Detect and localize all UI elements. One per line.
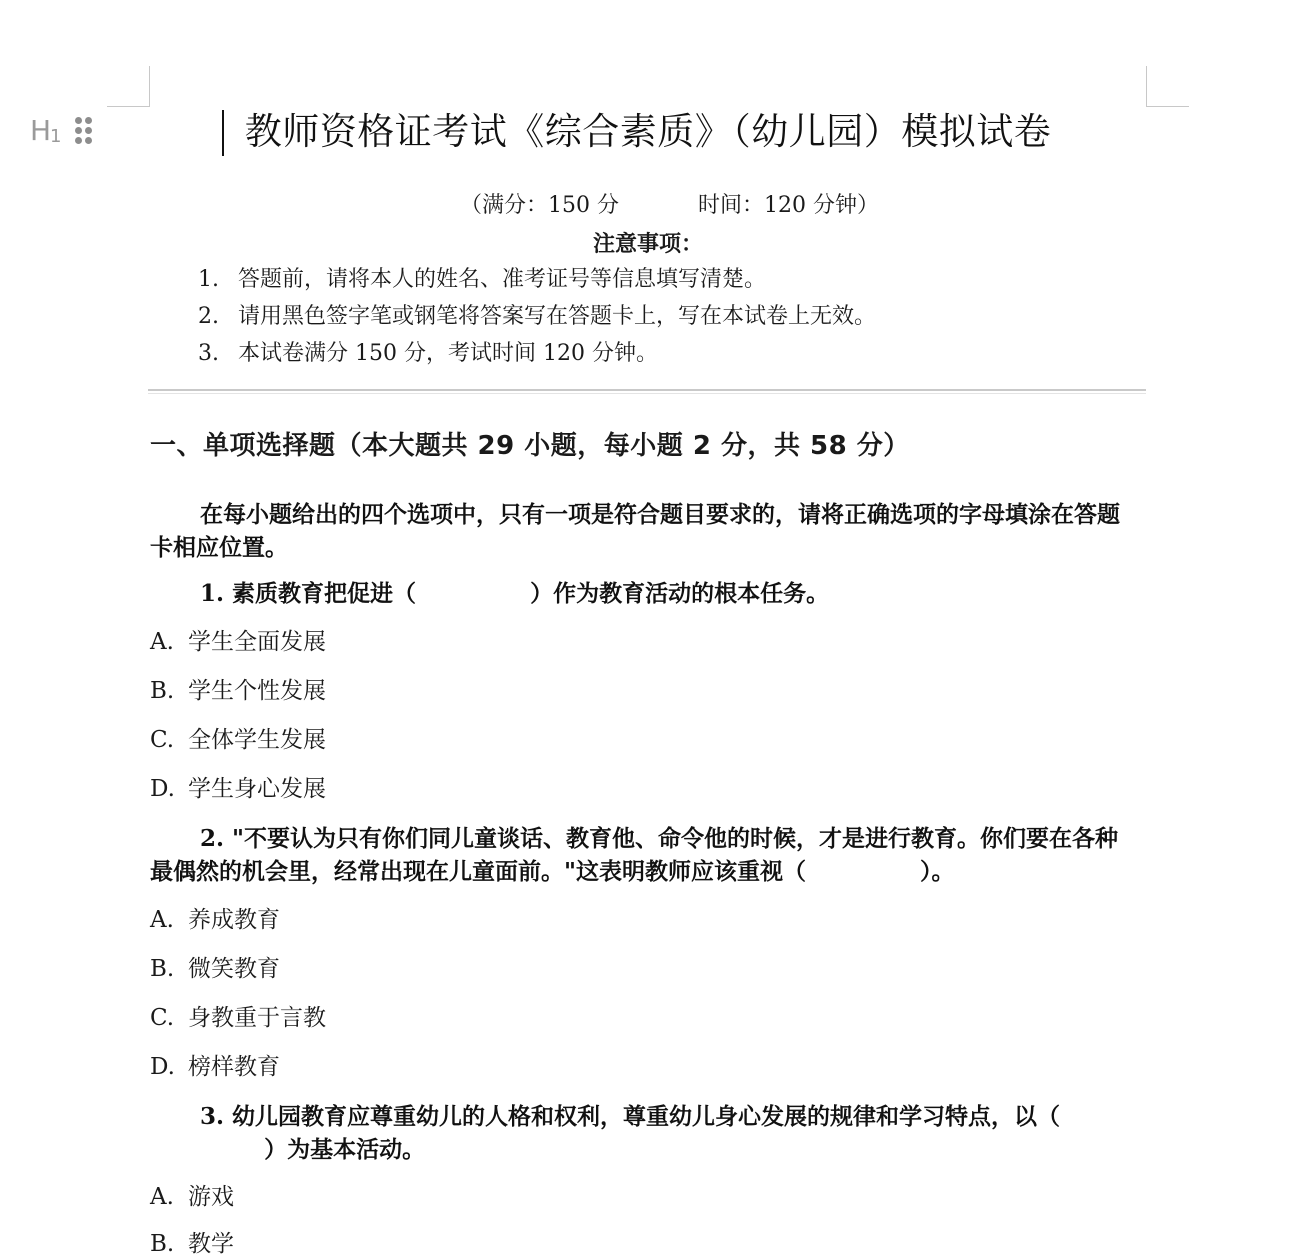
answer-blank	[806, 855, 920, 888]
note-item[interactable]	[198, 338, 876, 375]
note-item[interactable]	[198, 301, 876, 338]
option-letter: C.	[150, 1005, 175, 1031]
note-number: 1.	[198, 267, 219, 292]
option-item[interactable]	[150, 1228, 234, 1260]
note-item[interactable]	[198, 264, 876, 301]
note-number: 3.	[198, 341, 219, 366]
question-text-after: ）为基本活动。	[264, 1136, 426, 1163]
option-text: 游戏	[188, 1184, 234, 1210]
full-score-text[interactable]: （满分：150 分	[460, 193, 619, 218]
question-stem[interactable]	[150, 1100, 1140, 1166]
option-text: 教学	[188, 1231, 234, 1257]
option-item[interactable]	[150, 724, 326, 756]
option-item[interactable]	[150, 675, 326, 707]
question-text-after: ）。	[920, 858, 955, 885]
option-text: 榜样教育	[188, 1054, 280, 1080]
note-text: 本试卷满分 150 分，考试时间 120 分钟。	[238, 341, 658, 366]
question-text-before: 1. 素质教育把促进（	[200, 580, 417, 607]
question-text-before: 3. 幼儿园教育应尊重幼儿的人格和权利，尊重幼儿身心发展的规律和学习特点，以（	[200, 1103, 1061, 1130]
option-letter: B.	[150, 678, 175, 704]
drag-handle-icon[interactable]	[73, 117, 93, 147]
heading-level-number: 1	[50, 126, 62, 147]
document-title[interactable]: 教师资格证考试《综合素质》（幼儿园）模拟试卷	[244, 110, 1052, 153]
option-item[interactable]	[150, 773, 326, 805]
option-item[interactable]	[150, 953, 280, 985]
question-text-before: 2. "不要认为只有你们同儿童谈话、教育他、命令他的时候，才是进行教育。你们要在各种最偶然的机会里，经常出现在儿童面前。"这表明教师应该重视（	[150, 825, 1119, 885]
option-text: 学生身心发展	[188, 776, 326, 802]
section-instructions[interactable]: 在每小题给出的四个选项中，只有一项是符合题目要求的，请将正确选项的字母填涂在答题卡相应位置。	[150, 501, 1120, 561]
notice-heading[interactable]: 注意事项：	[592, 231, 703, 257]
question-text-after: ）作为教育活动的根本任务。	[530, 580, 830, 607]
question-stem[interactable]	[150, 577, 1140, 610]
option-letter: B.	[150, 956, 175, 982]
page-corner-marker-left	[107, 66, 150, 107]
option-letter: A.	[150, 629, 174, 655]
answer-blank	[416, 577, 530, 610]
option-item[interactable]	[150, 1181, 234, 1213]
exam-time-text[interactable]: 时间：120 分钟）	[698, 193, 879, 218]
option-letter: A.	[150, 907, 174, 933]
option-item[interactable]	[150, 1051, 280, 1083]
section-heading[interactable]: 一、单项选择题（本大题共 29 小题，每小题 2 分，共 58 分）	[150, 431, 910, 461]
option-letter: B.	[150, 1231, 175, 1257]
question-stem[interactable]	[150, 822, 1140, 888]
horizontal-rule	[148, 389, 1146, 394]
text-cursor	[222, 110, 224, 156]
heading-level-icon[interactable]	[30, 114, 70, 148]
option-letter: D.	[150, 776, 175, 802]
option-item[interactable]	[150, 904, 280, 936]
answer-blank	[150, 1133, 264, 1166]
note-number: 2.	[198, 304, 219, 329]
option-text: 微笑教育	[188, 956, 280, 982]
option-text: 身教重于言教	[188, 1005, 326, 1031]
heading-letter: H	[30, 114, 52, 147]
option-letter: C.	[150, 727, 175, 753]
option-letter: A.	[150, 1184, 174, 1210]
page-corner-marker-right	[1146, 66, 1189, 107]
note-text: 请用黑色签字笔或钢笔将答案写在答题卡上，写在本试卷上无效。	[238, 304, 877, 329]
option-text: 全体学生发展	[188, 727, 326, 753]
notes-list	[198, 264, 876, 375]
option-letter: D.	[150, 1054, 175, 1080]
option-text: 养成教育	[188, 907, 280, 933]
option-text: 学生个性发展	[188, 678, 326, 704]
option-item[interactable]	[150, 1002, 326, 1034]
option-item[interactable]	[150, 626, 326, 658]
note-text: 答题前，请将本人的姓名、准考证号等信息填写清楚。	[238, 267, 767, 292]
exam-meta	[150, 190, 1146, 222]
option-text: 学生全面发展	[188, 629, 326, 655]
